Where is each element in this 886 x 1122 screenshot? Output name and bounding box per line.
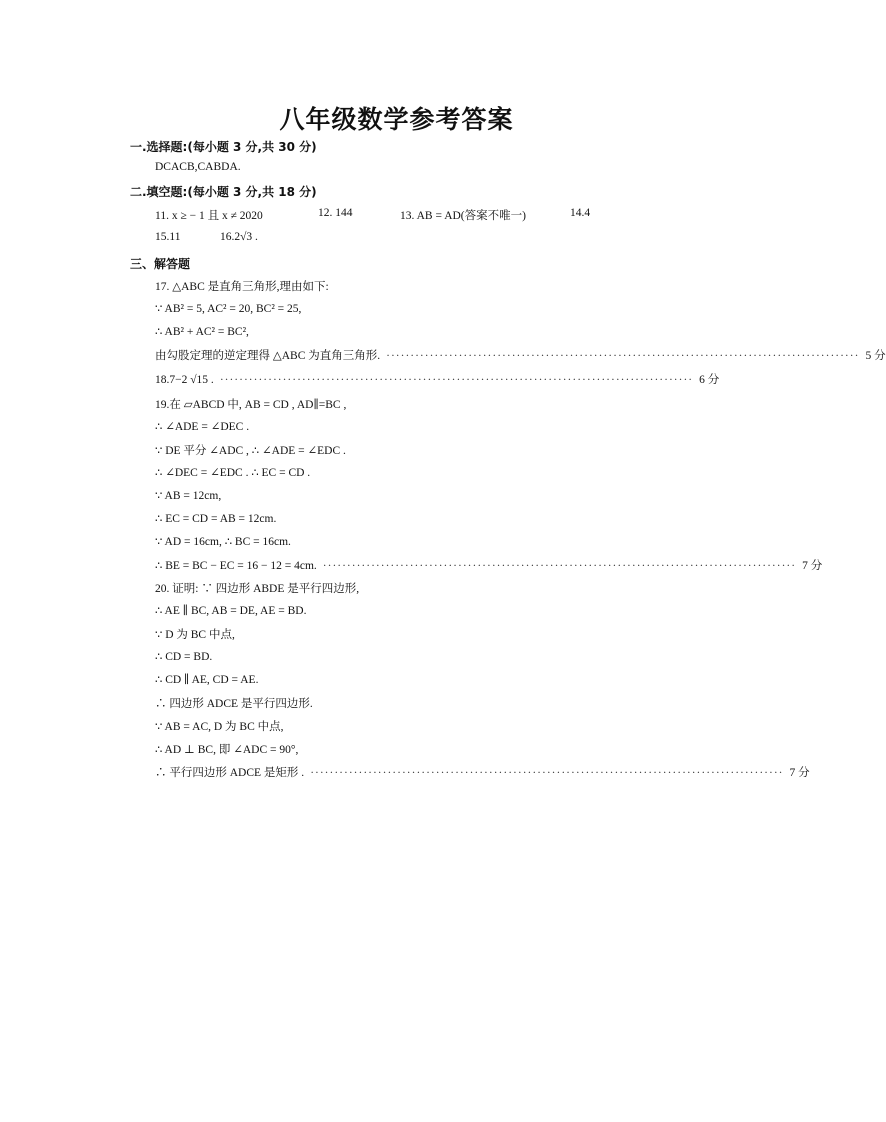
solution-line: ∴ 四边形 ADCE 是平行四边形. xyxy=(155,698,313,710)
solution-line: ∴ ∠DEC = ∠EDC . ∴ EC = CD . xyxy=(155,467,311,479)
solution-text: ∴ BE = BC − EC = 16 − 12 = 4cm. xyxy=(155,560,317,572)
solution-line: 20. 证明: ∵ 四边形 ABDE 是平行四边形, xyxy=(155,583,360,595)
page-title: 八年级数学参考答案 xyxy=(279,105,514,134)
solution-line: ∴ EC = CD = AB = 12cm. xyxy=(155,513,277,525)
fill-answer-16: 16.2√3 . xyxy=(220,231,258,243)
solution-line: ∵ AB = AC, D 为 BC 中点, xyxy=(155,721,284,733)
solution-line: ∵ AB² = 5, AC² = 20, BC² = 25, xyxy=(155,303,302,315)
solution-text: ∴ 平行四边形 ADCE 是矩形 . xyxy=(155,767,305,779)
solution-line: ∵ D 为 BC 中点, xyxy=(155,629,235,641)
section-3-heading: 三、解答题 xyxy=(130,257,191,271)
leader-dots: ·································································································· xyxy=(219,374,694,386)
fill-answer-14: 14.4 xyxy=(570,207,591,219)
solution-line-with-score xyxy=(155,347,886,363)
solution-line-with-score xyxy=(155,557,823,573)
choice-answers: DCACB,CABDA. xyxy=(155,161,241,173)
solution-line: 19.在 ▱ABCD 中, AB = CD , AD∥=BC , xyxy=(155,399,347,411)
solution-line-with-score xyxy=(155,764,810,780)
score-label: 7 分 xyxy=(802,560,823,572)
leader-dots: ·································································································· xyxy=(310,767,784,779)
solution-line: ∴ AB² + AC² = BC², xyxy=(155,326,249,338)
fill-answer-13: 13. AB = AD(答案不唯一) xyxy=(400,210,526,222)
solution-line: ∴ CD ∥ AE, CD = AE. xyxy=(155,674,259,686)
fill-answer-15: 15.11 xyxy=(155,231,181,243)
leader-dots: ·································································································· xyxy=(322,560,797,572)
solution-text: 18.7−2 √15 . xyxy=(155,374,214,386)
score-label: 5 分 xyxy=(865,350,886,362)
solution-line: ∴ AE ∥ BC, AB = DE, AE = BD. xyxy=(155,605,307,617)
solution-line: 17. △ABC 是直角三角形,理由如下: xyxy=(155,281,329,293)
solution-text: 由勾股定理的逆定理得 △ABC 为直角三角形. xyxy=(155,350,381,362)
solution-line-with-score xyxy=(155,371,720,387)
leader-dots: ·································································································· xyxy=(386,350,860,362)
section-2-heading: 二.填空题:(每小题 3 分,共 18 分) xyxy=(130,185,317,199)
section-1-heading: 一.选择题:(每小题 3 分,共 30 分) xyxy=(130,140,317,154)
score-label: 7 分 xyxy=(789,767,810,779)
solution-line: ∵ AD = 16cm, ∴ BC = 16cm. xyxy=(155,536,291,548)
solution-line: ∵ AB = 12cm, xyxy=(155,490,222,502)
fill-answer-11: 11. x ≥ − 1 且 x ≠ 2020 xyxy=(155,210,263,222)
solution-line: ∴ AD ⊥ BC, 即 ∠ADC = 90°, xyxy=(155,744,299,756)
score-label: 6 分 xyxy=(699,374,720,386)
solution-line: ∵ DE 平分 ∠ADC , ∴ ∠ADE = ∠EDC . xyxy=(155,445,346,457)
solution-line: ∴ ∠ADE = ∠DEC . xyxy=(155,421,250,433)
solution-line: ∴ CD = BD. xyxy=(155,651,213,663)
fill-answer-12: 12. 144 xyxy=(318,207,353,219)
